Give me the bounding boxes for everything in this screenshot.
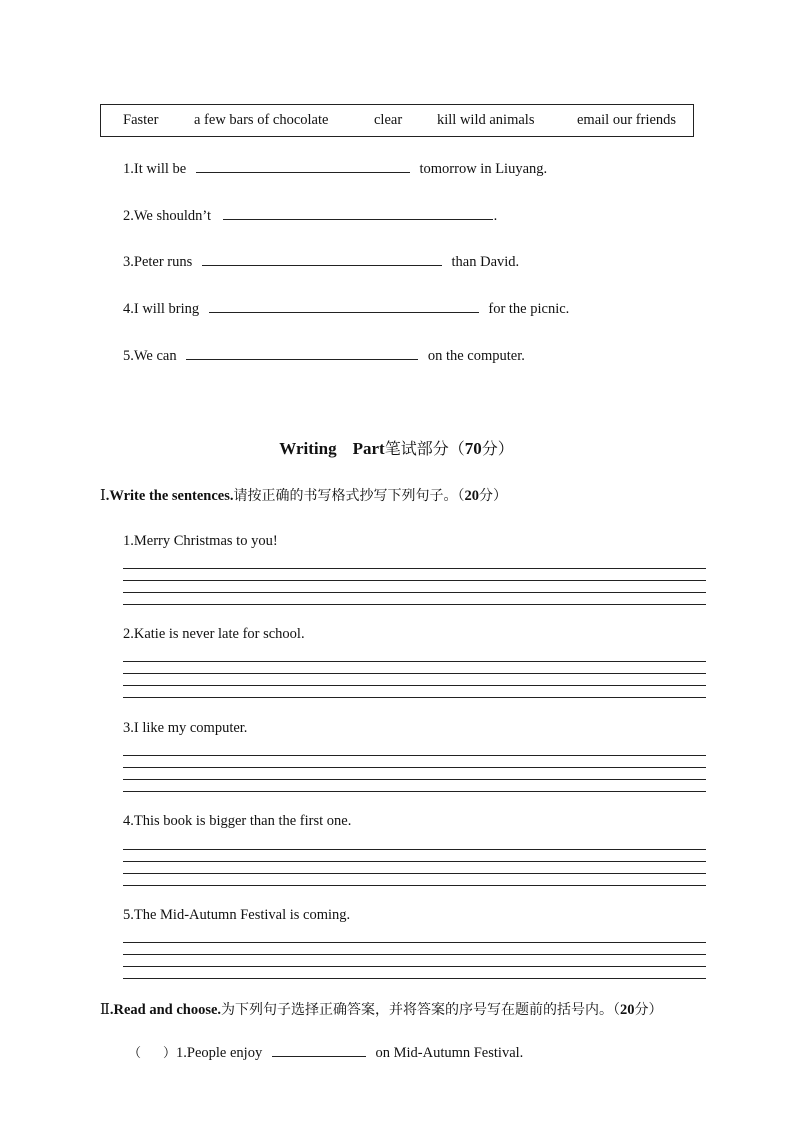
- answer-blank[interactable]: [186, 345, 418, 360]
- answer-blank[interactable]: [202, 251, 442, 266]
- answer-blank[interactable]: [196, 158, 410, 173]
- choice-question-1: （ ）1.People enjoy on Mid-Autumn Festival.: [128, 1042, 523, 1062]
- section-2-heading: Ⅱ.Read and choose.为下列句子选择正确答案，并将答案的序号写在题前的括号内。（20分）: [100, 1002, 663, 1018]
- word-bank-item: clear: [374, 112, 403, 128]
- word-bank-item: Faster: [123, 112, 159, 128]
- writing-lines-1[interactable]: [123, 568, 706, 605]
- writing-lines-2[interactable]: [123, 661, 706, 698]
- answer-blank[interactable]: [209, 298, 479, 313]
- fill-sentence-1: 1.It will be tomorrow in Liuyang.: [123, 158, 547, 178]
- word-bank-box: [100, 104, 694, 137]
- word-bank-item: a few bars of chocolate: [194, 112, 329, 128]
- copy-sentence-5: 5.The Mid-Autumn Festival is coming.: [123, 907, 351, 923]
- copy-sentence-2: 2.Katie is never late for school.: [123, 626, 305, 642]
- writing-lines-3[interactable]: [123, 755, 706, 792]
- fill-sentence-5: 5.We can on the computer.: [123, 345, 525, 365]
- section-1-heading: Ⅰ.Write the sentences.请按正确的书写格式抄写下列句子。（20分）: [100, 488, 508, 504]
- word-bank-item: email our friends: [577, 112, 677, 128]
- part-title: Writing Part笔试部分（70分）: [279, 439, 514, 458]
- fill-sentence-2: 2.We shouldn’t .: [123, 205, 497, 225]
- copy-sentence-1: 1.Merry Christmas to you!: [123, 533, 278, 549]
- word-bank-item: kill wild animals: [437, 112, 535, 128]
- answer-blank[interactable]: [272, 1042, 366, 1057]
- copy-sentence-3: 3.I like my computer.: [123, 720, 248, 736]
- copy-sentence-4: 4.This book is bigger than the first one.: [123, 813, 352, 829]
- answer-blank[interactable]: [223, 205, 493, 220]
- fill-sentence-4: 4.I will bring for the picnic.: [123, 298, 569, 318]
- writing-lines-4[interactable]: [123, 849, 706, 886]
- writing-lines-5[interactable]: [123, 942, 706, 979]
- fill-sentence-3: 3.Peter runs than David.: [123, 251, 519, 271]
